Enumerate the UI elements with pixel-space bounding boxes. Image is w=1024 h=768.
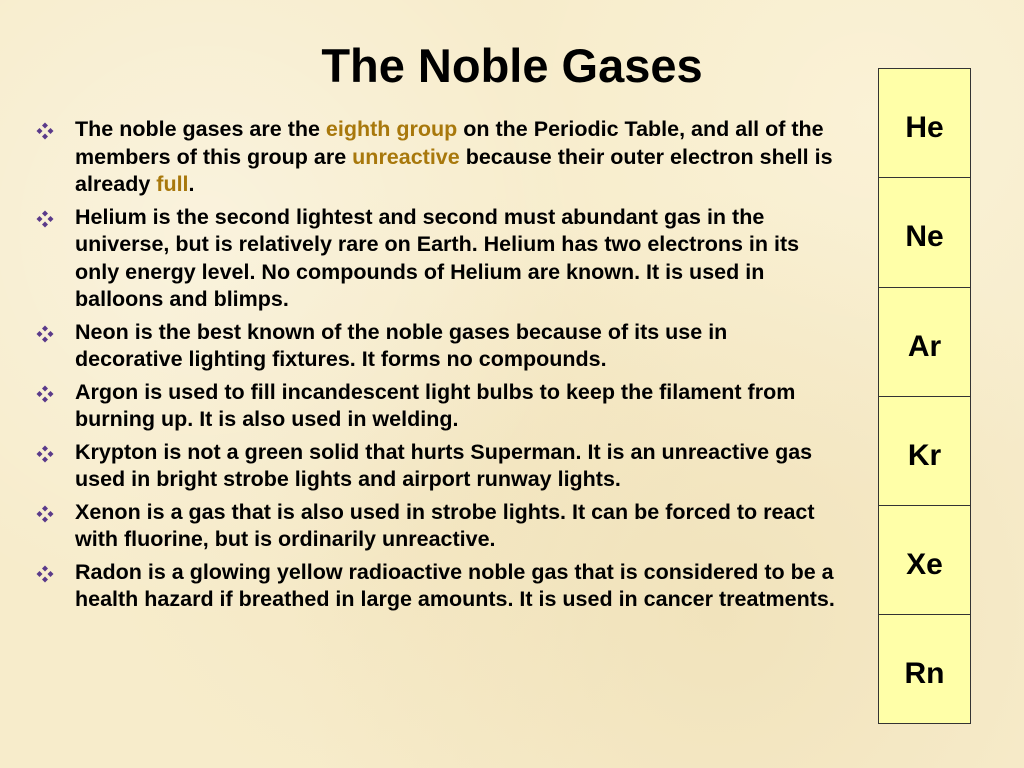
element-symbol-kr: Kr xyxy=(879,397,970,506)
highlighted-term: full xyxy=(156,172,189,196)
element-column xyxy=(878,68,971,724)
bullet-text-segment: . xyxy=(188,172,195,196)
bullet-text-segment: Neon is the best known of the noble gases because of its use in decorative lighting fixtures. It forms no compounds. xyxy=(75,319,728,371)
bullet-text xyxy=(75,380,795,432)
element-symbol-xe: Xe xyxy=(879,506,970,615)
bullet-item xyxy=(36,204,836,314)
element-symbol-ne: Ne xyxy=(879,178,970,287)
bullet-text xyxy=(75,440,812,492)
bullet-item xyxy=(36,559,836,614)
bullet-item xyxy=(36,439,836,494)
bullet-text-segment: on the Periodic Table, and all of the members of this group are xyxy=(75,117,824,169)
bullet-text xyxy=(75,500,815,552)
bullet-item xyxy=(36,379,836,434)
bullet-text xyxy=(75,205,799,312)
bullet-text-segment: Helium is the second lightest and second must abundant gas in the universe, but is relatively rare on Earth. Helium has two electrons in its only energy level. No compounds of Helium are known. It is used in balloons and blimps. xyxy=(75,204,800,311)
bullet-text xyxy=(75,560,835,612)
four-diamond-bullet-icon xyxy=(36,383,54,401)
four-diamond-bullet-icon xyxy=(36,208,54,226)
highlighted-term: unreactive xyxy=(352,144,460,169)
four-diamond-bullet-icon xyxy=(36,443,54,461)
bullet-item xyxy=(36,116,836,199)
bullet-item xyxy=(36,499,836,554)
four-diamond-bullet-icon xyxy=(36,323,54,341)
highlighted-term: eighth group xyxy=(325,117,458,141)
bullet-list xyxy=(36,116,836,619)
bullet-text-segment: Argon is used to fill incandescent light bulbs to keep the filament from burning up. It is also used in welding. xyxy=(75,379,796,431)
bullet-text-segment: because their outer electron shell is already xyxy=(75,144,833,196)
four-diamond-bullet-icon xyxy=(36,120,54,138)
bullet-text-segment: The noble gases are the xyxy=(75,117,326,141)
element-symbol-rn: Rn xyxy=(904,657,945,691)
four-diamond-bullet-icon xyxy=(36,503,54,521)
bullet-text xyxy=(75,117,833,196)
four-diamond-bullet-icon xyxy=(36,563,54,581)
element-symbol-ar: Ar xyxy=(879,288,970,397)
bullet-text-segment: Krypton is not a green solid that hurts Superman. It is an unreactive gas used in bright strobe lights and airport runway lights. xyxy=(75,439,813,491)
bullet-text-segment: Radon is a glowing yellow radioactive noble gas that is considered to be a health hazard if breathed in large amounts. It is used in cancer treatments. xyxy=(75,559,835,611)
bullet-text xyxy=(75,320,727,372)
element-symbol-he: He xyxy=(879,69,970,178)
bullet-text-segment: Xenon is a gas that is also used in strobe lights. It can be forced to react with fluorine, but is ordinarily unreactive. xyxy=(75,499,815,551)
slide-title: The Noble Gases xyxy=(321,39,703,92)
bullet-item xyxy=(36,319,836,374)
